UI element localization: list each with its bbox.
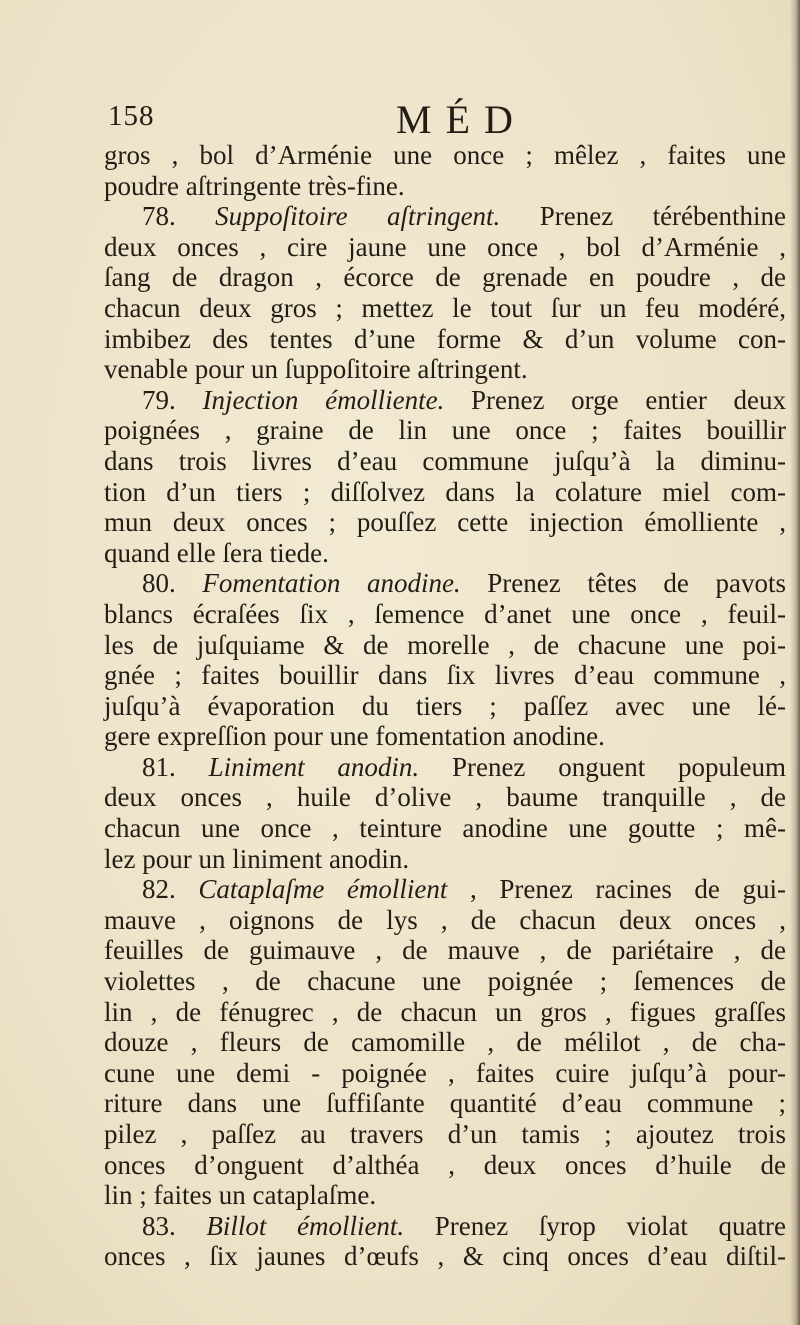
text-line [104, 354, 786, 385]
text-line [104, 446, 786, 477]
text-line [104, 1058, 786, 1089]
line-text: Prenez onguent populeum [419, 751, 786, 782]
line-text: lin , de fénugrec , de chacun un gros , figues graſſes [104, 996, 786, 1027]
recipe-number: 81. [142, 751, 209, 782]
line-text: lin ; faites un cataplaſme. [104, 1180, 377, 1211]
recipe-title: Suppoſitoire aſtringent. [215, 201, 501, 232]
recipe-number: 79. [142, 384, 203, 415]
line-text: riture dans une ſuffiſante quantité d’eau commune ; [104, 1088, 786, 1119]
text-line [104, 477, 786, 508]
body-text [104, 140, 786, 1272]
line-text: tion d’un tiers ; diſſolvez dans la colature miel com- [104, 476, 786, 507]
text-line [104, 415, 786, 446]
line-text: deux onces , huile d’olive , baume tranquille , de [104, 782, 786, 813]
running-title: MÉD [396, 97, 527, 142]
text-line [104, 905, 786, 936]
recipe-title: Billot émollient. [206, 1210, 405, 1241]
text-line [104, 1211, 786, 1242]
line-text: imbibez des tentes d’une forme & d’un volume con- [104, 323, 786, 354]
text-line [104, 1119, 786, 1150]
line-text: gnée ; faites bouillir dans ſix livres d’eau commune , [104, 660, 786, 691]
line-text: gros , bol d’Arménie une once ; mêlez , faites une [104, 140, 786, 170]
line-text: poudre aſtringente très-fine. [104, 170, 405, 201]
recipe-title: Cataplaſme émollient [198, 874, 448, 905]
line-text: Prenez orge entier deux [444, 384, 787, 415]
line-text: mauve , oignons de lys , de chacun deux onces , [104, 904, 786, 935]
text-line [104, 1088, 786, 1119]
line-text: venable pour un ſuppoſitoire aſtringent. [104, 354, 528, 385]
line-text: cune une demi - poignée , faites cuire juſqu’à pour- [104, 1057, 786, 1088]
text-line [104, 201, 786, 232]
line-text: lez pour un liniment anodin. [104, 843, 410, 874]
text-line [104, 262, 786, 293]
line-text: dans trois livres d’eau commune juſqu’à la diminu- [104, 445, 786, 476]
line-text: pilez , paſſez au travers d’un tamis ; ajoutez trois [104, 1119, 786, 1149]
text-line [104, 538, 786, 569]
text-line [104, 1150, 786, 1181]
line-text: Prenez ſyrop violat quatre [404, 1210, 786, 1241]
line-text: chacun une once , teinture anodine une goutte ; mê- [104, 813, 786, 844]
recipe-title: Fomentation anodine. [202, 568, 461, 599]
text-line [104, 293, 786, 324]
text-line [104, 813, 786, 844]
text-line [104, 997, 786, 1028]
text-line [104, 385, 786, 416]
text-line [104, 599, 786, 630]
page-number: 158 [108, 100, 155, 132]
line-text: chacun deux gros ; mettez le tout ſur un feu modéré, [104, 292, 786, 323]
text-line [104, 752, 786, 783]
text-line [104, 935, 786, 966]
line-text: juſqu’à évaporation du tiers ; paſſez avec une lé- [104, 690, 786, 721]
page-edge-shadow [790, 0, 800, 1325]
text-line [104, 721, 786, 752]
line-text: Prenez têtes de pavots [460, 568, 787, 599]
line-text: feuilles de guimauve , de mauve , de pariétaire , de [104, 935, 786, 966]
text-line [104, 1027, 786, 1058]
line-text: gere expreſſion pour une fomentation anodine. [104, 721, 605, 752]
line-text: douze , fleurs de camomille , de mélilot , de cha- [104, 1027, 786, 1058]
text-line [104, 507, 786, 538]
line-text: onces d’onguent d’althéa , deux onces d’huile de [104, 1149, 786, 1180]
text-line [104, 660, 786, 691]
recipe-number: 83. [142, 1210, 207, 1241]
line-text: poignées , graine de lin une once ; faites bouillir [104, 415, 786, 446]
line-text: quand elle ſera tiede. [104, 537, 329, 568]
text-line [104, 966, 786, 997]
text-line [104, 568, 786, 599]
page-header [108, 96, 788, 142]
line-text: ſang de dragon , écorce de grenade en poudre , de [104, 262, 786, 293]
text-line [104, 874, 786, 905]
recipe-number: 78. [142, 201, 216, 232]
line-text: onces , ſix jaunes d’œufs , & cinq onces d’eau diſtil- [104, 1241, 786, 1272]
text-line [104, 844, 786, 875]
line-text: , Prenez racines de gui- [447, 874, 787, 905]
text-line [104, 782, 786, 813]
text-line [104, 171, 786, 202]
line-text: blancs écraſées ſix , ſemence d’anet une once , feuil- [104, 598, 786, 629]
recipe-number: 82. [142, 874, 199, 905]
line-text: mun deux onces ; pouſſez cette injection émolliente , [104, 507, 786, 538]
recipe-title: Liniment anodin. [208, 751, 420, 782]
recipe-number: 80. [142, 568, 203, 599]
text-line [104, 324, 786, 355]
line-text: violettes , de chacune une poignée ; ſemences de [104, 966, 786, 997]
text-line [104, 691, 786, 722]
text-line [104, 1180, 786, 1211]
line-text: deux onces , cire jaune une once , bol d’Arménie , [104, 231, 786, 262]
line-text: Prenez térébenthine [500, 201, 787, 232]
text-line [104, 1241, 786, 1272]
text-line [104, 630, 786, 661]
text-line [104, 232, 786, 263]
text-line [104, 140, 786, 171]
recipe-title: Injection émolliente. [202, 384, 445, 415]
line-text: les de juſquiame & de morelle , de chacune une poi- [104, 629, 786, 660]
